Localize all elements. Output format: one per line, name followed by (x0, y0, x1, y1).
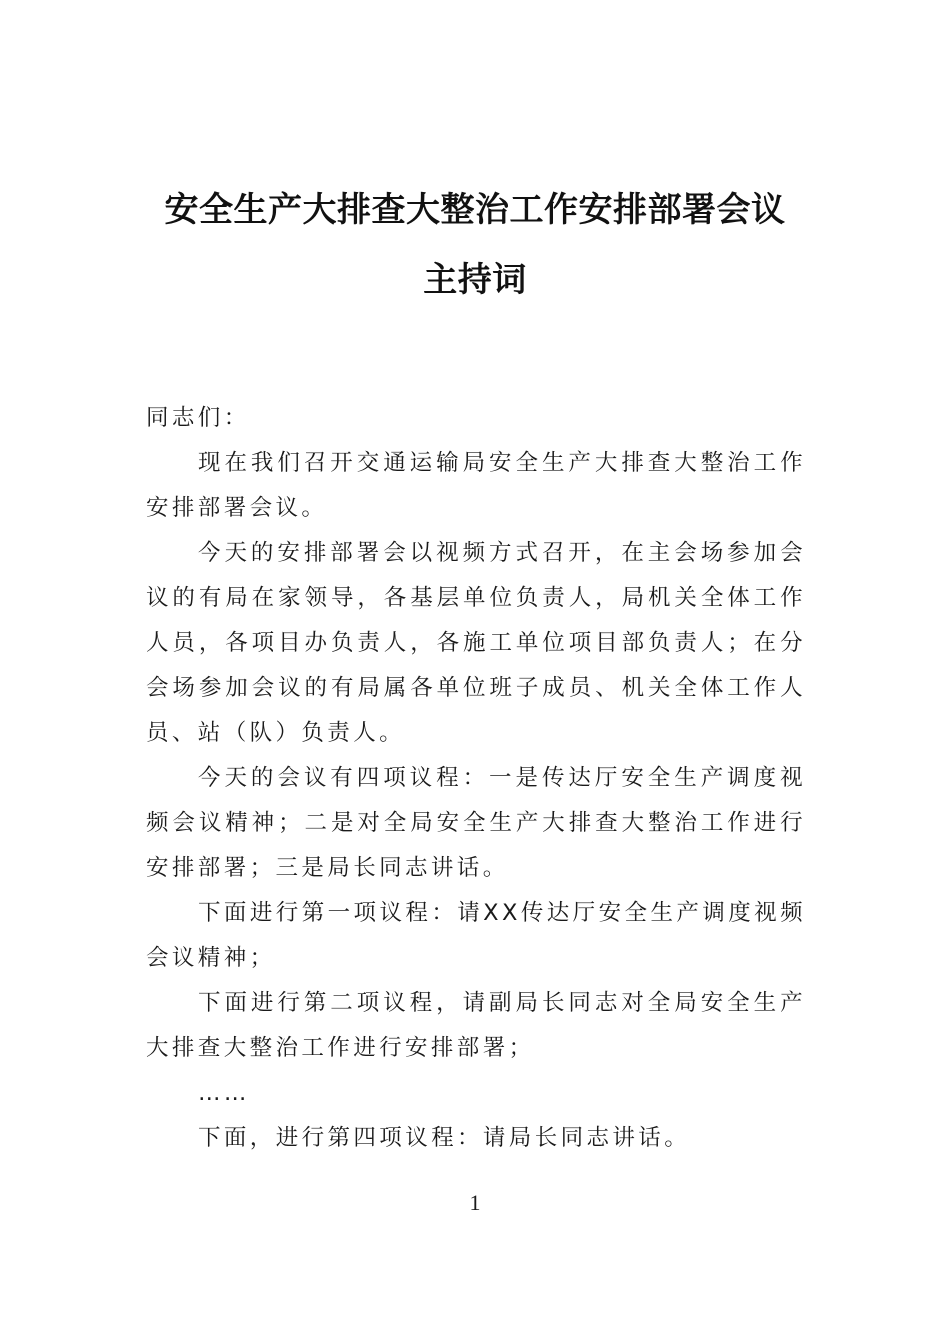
paragraph-agenda-item-2: 下面进行第二项议程，请副局长同志对全局安全生产大排查大整治工作进行安排部署； (146, 990, 806, 1061)
title-line-1: 安全生产大排查大整治工作安排部署会议 (164, 190, 786, 230)
salutation: 同志们： (146, 405, 250, 431)
paragraph-attendees: 今天的安排部署会以视频方式召开，在主会场参加会议的有局在家领导，各基层单位负责人，局机关全体工作人员，各项目办负责人，各施工单位项目部负责人；在分会场参加会议的有局属各单位班子成员、机关全体工作人员、站（队）负责人。 (146, 540, 806, 746)
paragraph-ellipsis: …… (198, 1080, 250, 1106)
paragraph-agenda-item-4: 下面，进行第四项议程：请局长同志讲话。 (198, 1125, 691, 1151)
paragraph-agenda: 今天的会议有四项议程：一是传达厅安全生产调度视频会议精神；二是对全局安全生产大排查大整治工作进行安排部署；三是局长同志讲话。 (146, 765, 806, 881)
document-body (146, 396, 806, 1161)
title-line-2: 主持词 (423, 260, 527, 300)
paragraph-agenda-item-1: 下面进行第一项议程：请XX传达厅安全生产调度视频会议精神； (146, 900, 806, 971)
paragraph-opening: 现在我们召开交通运输局安全生产大排查大整治工作安排部署会议。 (146, 450, 806, 521)
document-title (100, 190, 850, 300)
page-number: 1 (469, 1190, 481, 1215)
